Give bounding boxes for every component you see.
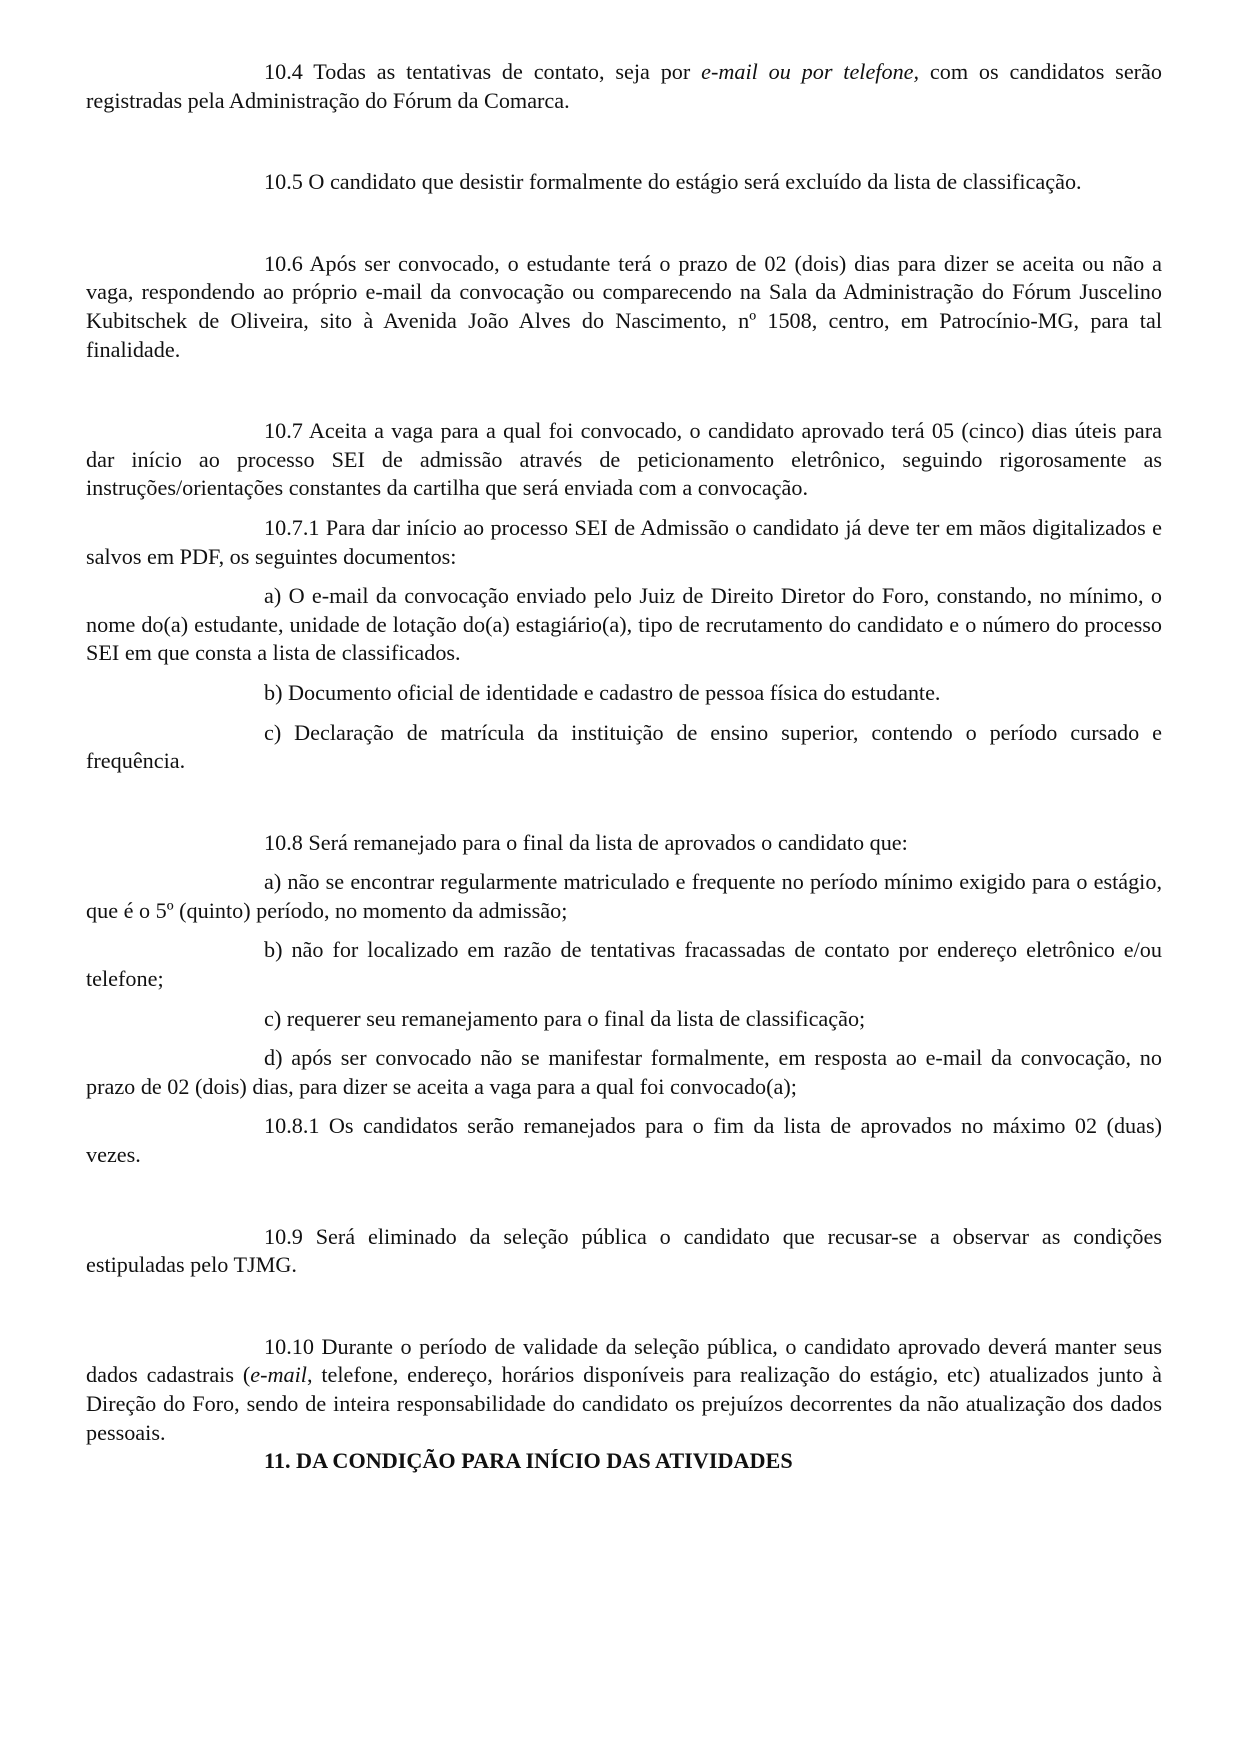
list-item-10-7-1-a: a) O e-mail da convocação enviado pelo Juiz de Direito Diretor do Foro, constando, no mínimo, o nome do(a) estudante, unidade de lotação do(a) estagiário(a), tipo de recrutamento do candidato e o número do processo SEI em que consta a lista de classificados. <box>86 583 1162 666</box>
paragraph-10-4 <box>86 58 1162 115</box>
list-item-10-7-1-b: b) Documento oficial de identidade e cadastro de pessoa física do estudante. <box>264 679 941 705</box>
paragraph-10-10-emphasis: e-mail <box>250 1362 307 1388</box>
paragraph-10-4-text-end: com os candidatos serão registradas pela Administração do Fórum da Comarca. <box>86 59 1162 113</box>
list-item-10-8-c: c) requerer seu remanejamento para o final da lista de classificação; <box>264 1005 866 1031</box>
paragraph-10-7-1: 10.7.1 Para dar início ao processo SEI de Admissão o candidato já deve ter em mãos digitalizados e salvos em PDF, os seguintes documentos: <box>86 514 1162 569</box>
paragraph-10-10-text-start: 10.10 Durante o período de validade da seleção pública, o candidato aprovado deverá manter seus dados cadastrais ( <box>86 1333 1162 1388</box>
list-item-10-8-d: d) após ser convocado não se manifestar formalmente, em resposta ao e-mail da convocação, no prazo de 02 (dois) dias, para dizer se aceita a vaga para a qual foi convocado(a); <box>86 1045 1162 1099</box>
list-item-10-8-b: b) não for localizado em razão de tentativas fracassadas de contato por endereço eletrônico e/ou telefone; <box>86 937 1162 992</box>
section-heading-11: 11. DA CONDIÇÃO PARA INÍCIO DAS ATIVIDADES <box>264 1448 793 1474</box>
paragraph-10-10-text-end: , telefone, endereço, horários disponíveis para realização do estágio, etc) atualizados junto à Direção do Foro, sendo de inteira responsabilidade do candidato os prejuízos decorrentes da não atualização dos dados pessoais. <box>86 1362 1162 1445</box>
list-item-10-8-a: a) não se encontrar regularmente matriculado e frequente no período mínimo exigido para o estágio, que é o 5º (quinto) período, no momento da admissão; <box>86 869 1162 923</box>
paragraph-10-6: 10.6 Após ser convocado, o estudante terá o prazo de 02 (dois) dias para dizer se aceita ou não a vaga, respondendo ao próprio e-mail da convocação ou comparecendo na Sala da Administração do Fórum Juscelino Kubitschek de Oliveira, sito à Avenida João Alves do Nascimento, nº 1508, centro, em Patrocínio-MG, para tal finalidade. <box>86 250 1162 362</box>
paragraph-10-5: 10.5 O candidato que desistir formalmente do estágio será excluído da lista de classificação. <box>264 169 1082 195</box>
paragraph-10-10 <box>86 1333 1162 1447</box>
paragraph-10-4-text-start: 10.4 Todas as tentativas de contato, seja por <box>264 59 702 84</box>
paragraph-10-4-emphasis: e-mail ou por telefone, <box>701 59 920 84</box>
paragraph-10-9: 10.9 Será eliminado da seleção pública o candidato que recusar-se a observar as condições estipuladas pelo TJMG. <box>86 1223 1162 1278</box>
list-item-10-7-1-c: c) Declaração de matrícula da instituição de ensino superior, contendo o período cursado e frequência. <box>86 719 1162 774</box>
paragraph-10-8: 10.8 Será remanejado para o final da lista de aprovados o candidato que: <box>264 829 908 855</box>
paragraph-10-7: 10.7 Aceita a vaga para a qual foi convocado, o candidato aprovado terá 05 (cinco) dias úteis para dar início ao processo SEI de admissão através de peticionamento eletrônico, seguindo rigorosamente as instruções/orientações constantes da cartilha que será enviada com a convocação. <box>86 418 1162 501</box>
paragraph-10-8-1: 10.8.1 Os candidatos serão remanejados para o fim da lista de aprovados no máximo 02 (duas) vezes. <box>86 1113 1162 1168</box>
